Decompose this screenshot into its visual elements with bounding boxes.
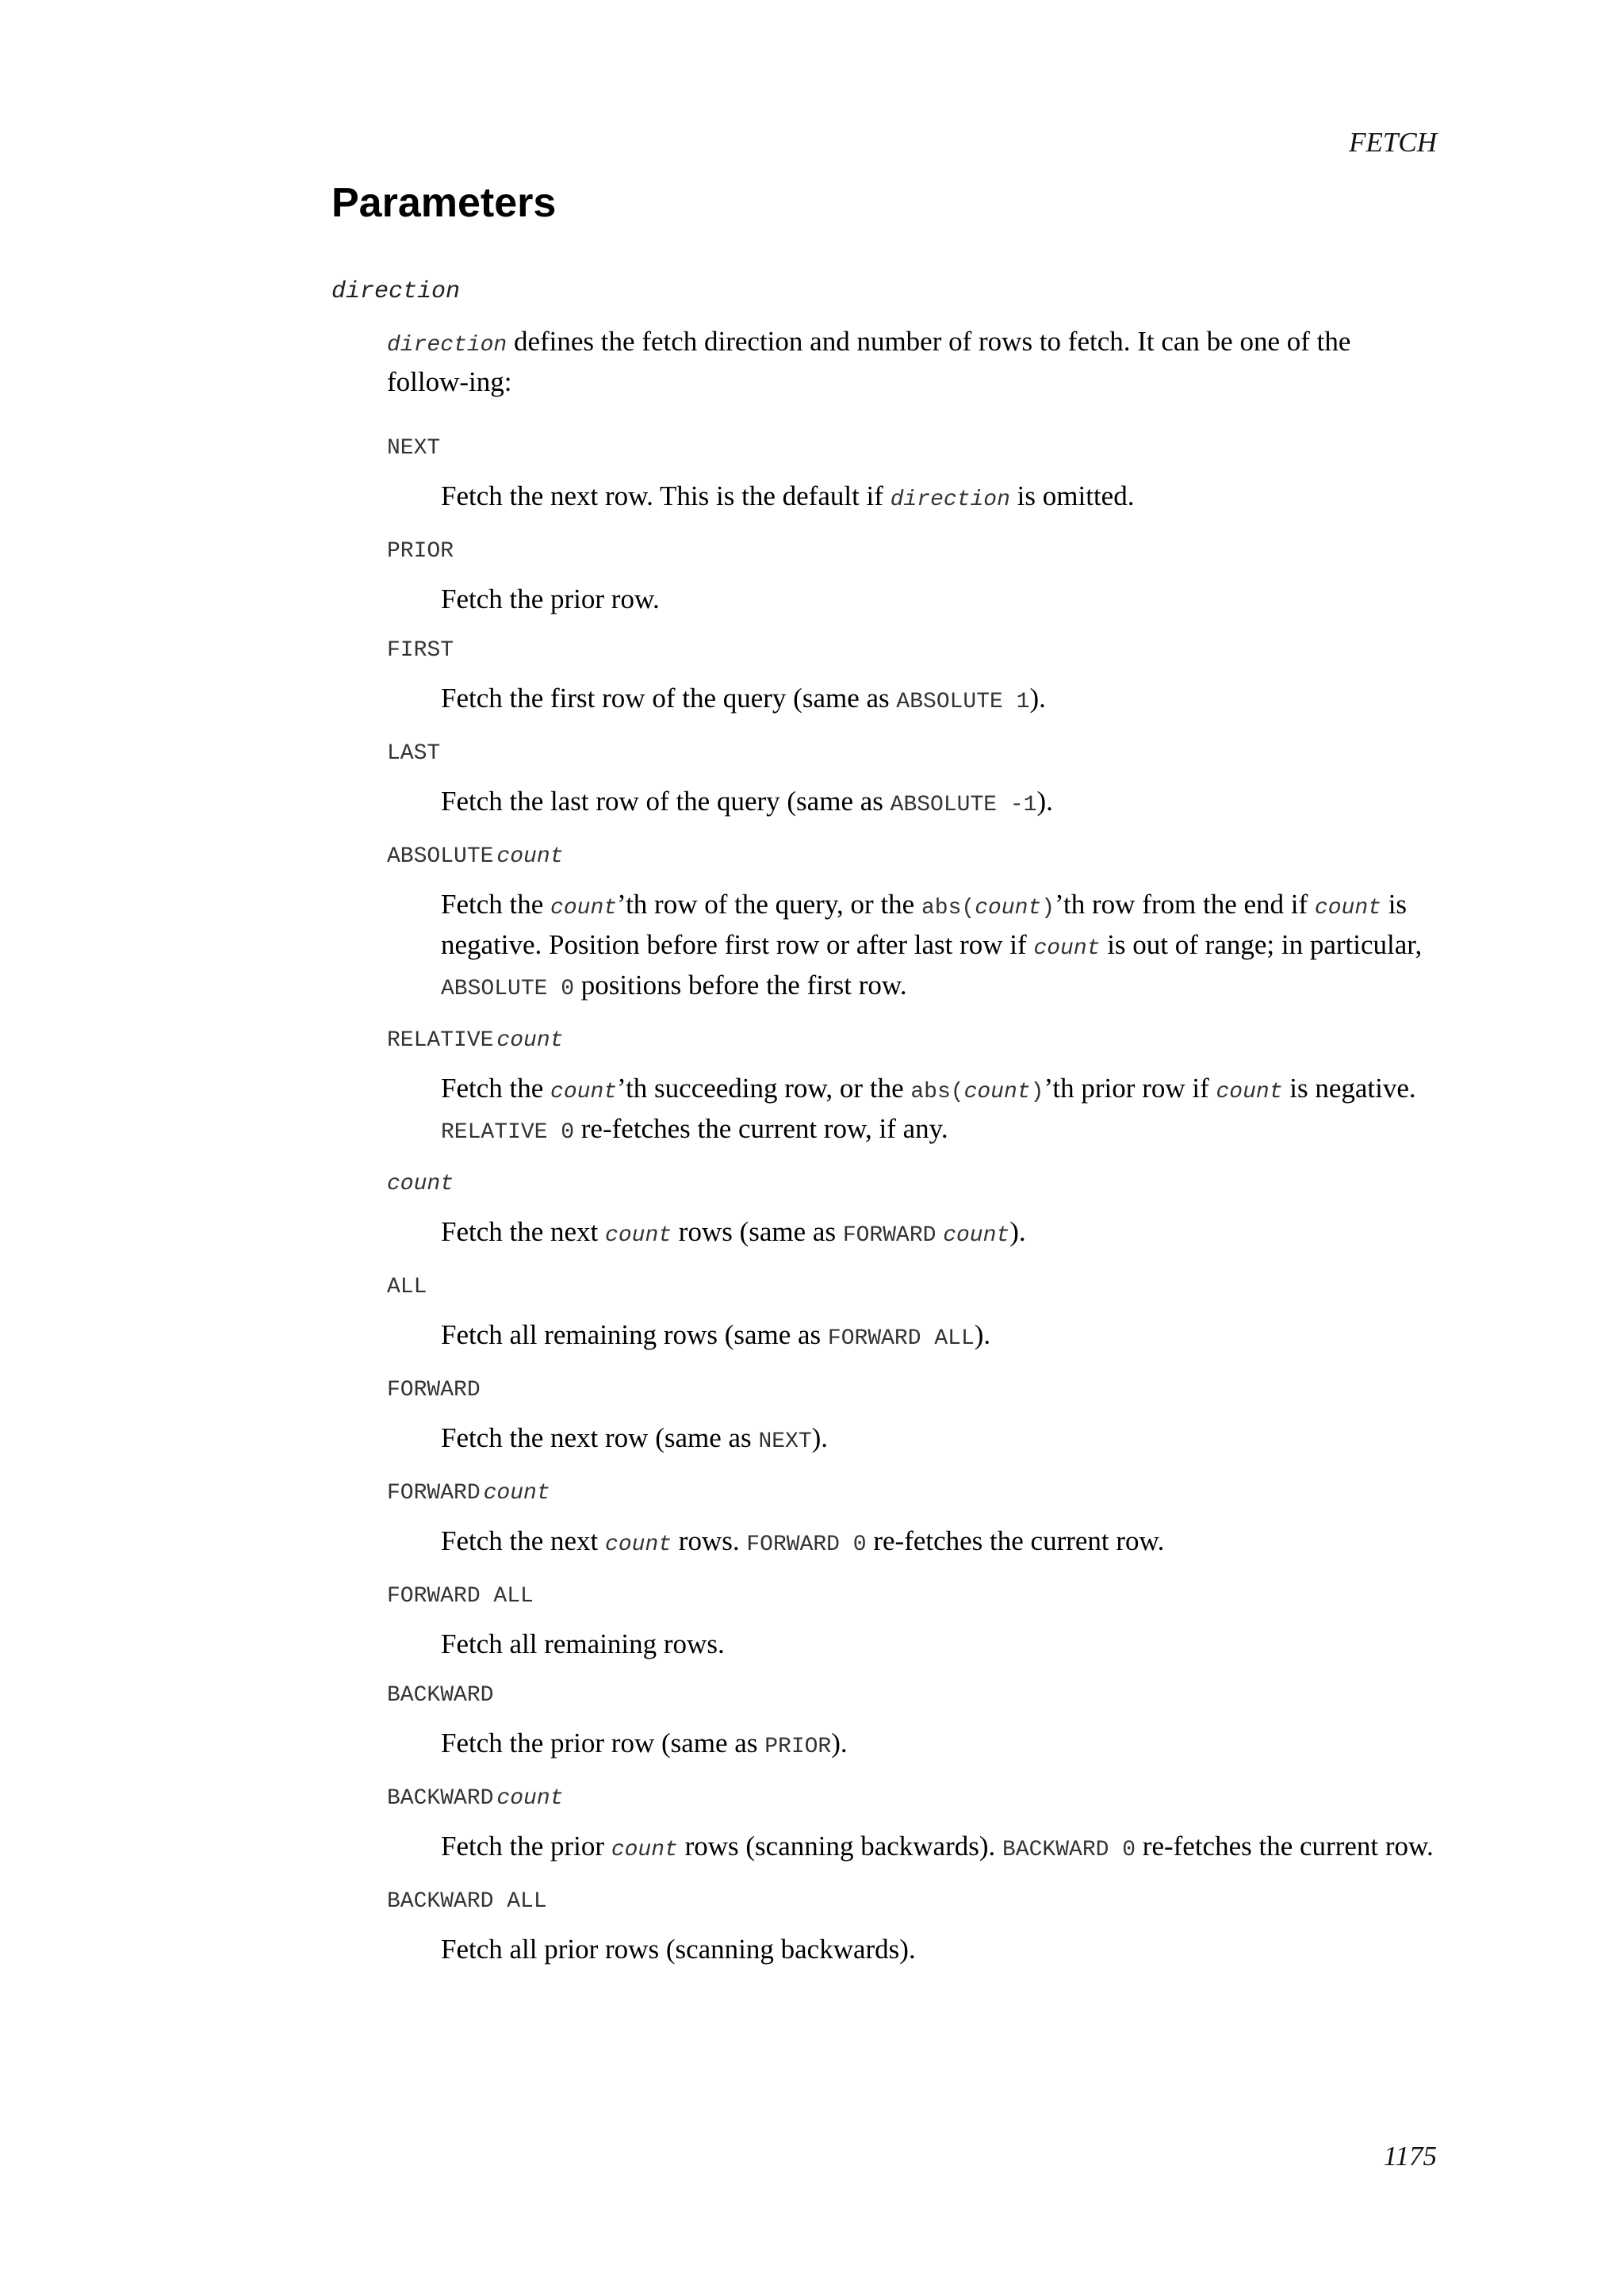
option-first	[387, 633, 1437, 721]
option-term: FIRST	[387, 638, 454, 663]
option-term: BACKWARD ALL	[387, 1889, 547, 1914]
parameters-content	[331, 274, 1437, 1983]
option-term: FORWARD ALL	[387, 1584, 534, 1609]
option-forward-count	[387, 1475, 1437, 1563]
option-absolute-count	[387, 839, 1437, 1008]
option-description: Fetch the prior row (same as PRIOR).	[441, 1728, 848, 1759]
option-term: BACKWARD	[387, 1683, 494, 1708]
option-prior	[387, 534, 1437, 618]
option-term: BACKWARD	[387, 1786, 494, 1811]
option-term-arg: count	[496, 844, 564, 869]
option-term: FORWARD	[387, 1378, 481, 1402]
option-term: count	[387, 1172, 454, 1196]
option-term: ALL	[387, 1275, 427, 1299]
option-last	[387, 736, 1437, 824]
parameter-description-text	[387, 323, 1437, 400]
option-backward	[387, 1678, 1437, 1766]
option-description: Fetch the prior count rows (scanning backwards). BACKWARD 0 re-fetches the current row.	[441, 1831, 1434, 1862]
option-term: RELATIVE	[387, 1028, 494, 1053]
option-description: Fetch the next row. This is the default if direction is omitted.	[441, 480, 1135, 512]
parameter-description	[387, 323, 1437, 1968]
option-term: FORWARD	[387, 1481, 481, 1506]
option-description: Fetch the last row of the query (same as ABSOLUTE -1).	[441, 786, 1053, 817]
option-description: Fetch the next count rows (same as FORWARD count).	[441, 1216, 1026, 1248]
inline-code: direction	[387, 333, 508, 358]
page-number: 1175	[1383, 2141, 1437, 2172]
option-description: Fetch all remaining rows.	[441, 1628, 725, 1659]
option-term: NEXT	[387, 436, 441, 461]
option-term: ABSOLUTE	[387, 844, 494, 869]
description-text: defines the fetch direction and number of rows to fetch. It can be one of the follow-ing:	[387, 326, 1351, 397]
option-forward-all	[387, 1578, 1437, 1663]
option-description: Fetch the count’th succeeding row, or the abs(count)’th prior row if count is negative. RELATIVE 0 re-fetches the current row, if any.	[441, 1073, 1416, 1145]
option-description: Fetch the count’th row of the query, or the abs(count)’th row from the end if count is negative. Position before first row or after last row if count is out of range; in particular, ABSOLUTE 0 positions before the first row.	[441, 889, 1423, 1001]
option-description: Fetch all remaining rows (same as FORWARD ALL).	[441, 1319, 991, 1351]
parameter-term	[331, 274, 1437, 312]
option-description: Fetch the first row of the query (same as ABSOLUTE 1).	[441, 683, 1046, 714]
option-next	[387, 430, 1437, 519]
option-term-arg: count	[483, 1481, 550, 1506]
option-description: Fetch the prior row.	[441, 584, 660, 614]
option-all	[387, 1269, 1437, 1357]
option-backward-count	[387, 1781, 1437, 1869]
parameter-term-direction: direction	[331, 278, 461, 305]
direction-options-list	[387, 430, 1437, 1968]
running-header-title: FETCH	[1349, 127, 1437, 158]
option-term: PRIOR	[387, 539, 454, 564]
option-description: Fetch the next row (same as NEXT).	[441, 1422, 829, 1454]
option-description: Fetch all prior rows (scanning backwards).	[441, 1934, 916, 1965]
option-description: Fetch the next count rows. FORWARD 0 re-fetches the current row.	[441, 1525, 1165, 1557]
option-term-arg: count	[496, 1786, 564, 1811]
option-forward	[387, 1372, 1437, 1460]
option-term: LAST	[387, 741, 441, 766]
option-relative-count	[387, 1023, 1437, 1151]
section-title: Parameters	[331, 180, 557, 226]
option-term-arg: count	[496, 1028, 564, 1053]
option-count	[387, 1166, 1437, 1254]
option-backward-all	[387, 1884, 1437, 1968]
